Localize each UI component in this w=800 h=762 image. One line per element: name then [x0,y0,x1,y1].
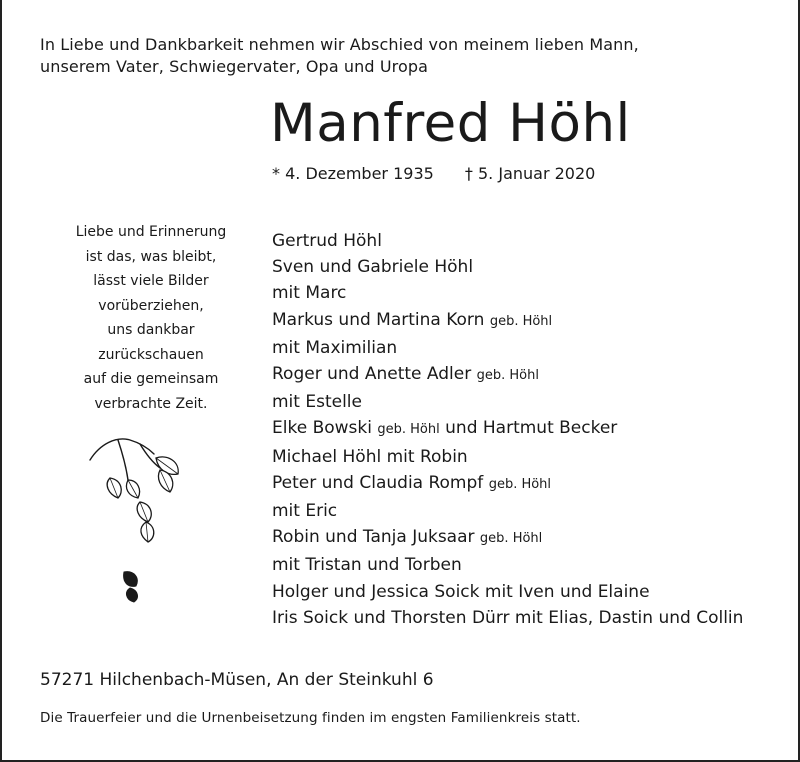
family-member [272,389,743,415]
family-member [272,254,743,280]
funeral-note: Die Trauerfeier und die Urnenbeisetzung finden im engsten Familienkreis statt. [40,710,581,726]
member-name: mit Eric [272,501,338,522]
poem-line: verbrachte Zeit. [94,395,208,412]
intro-text [40,34,760,78]
poem-line: Liebe und Erinnerung [75,224,227,240]
poem [40,220,262,416]
member-name: mit Estelle [272,392,362,413]
member-name: Robin und Tanja Juksaar [272,527,475,548]
member-name: mit Marc [272,283,347,304]
poem-line: auf die gemeinsam [83,371,219,387]
family-member [272,307,743,335]
member-name: mit Maximilian [272,337,398,358]
intro-line: unserem Vater, Schwiegervater, Opa und Uropa [40,57,429,76]
member-name: Sven und Gabriele Höhl [272,257,474,278]
member-name: Holger und Jessica Soick mit Iven und Elaine [272,581,650,602]
maiden-name: geb. Höhl [479,531,543,547]
life-dates [272,164,595,183]
poem-line: uns dankbar [107,322,195,338]
member-name: Gertrud Höhl [272,231,382,251]
address: 57271 Hilchenbach-Müsen, An der Steinkuhl 6 [40,670,434,690]
death-date: † 5. Januar 2020 [464,164,596,183]
maiden-name: geb. Höhl [488,476,552,492]
member-name: Michael Höhl mit Robin [272,446,468,467]
member-name: und Hartmut Becker [445,418,618,439]
member-name: Iris Soick und Thorsten Dürr mit Elias, Dastin und Collin [272,607,744,628]
maiden-name: geb. Höhl [489,313,553,329]
member-name: Roger und Anette Adler [272,364,472,385]
poem-line: vorüberziehen, [98,297,204,314]
intro-line: In Liebe und Dankbarkeit nehmen wir Abschied von meinem lieben Mann, [40,35,639,54]
poem-line: ist das, was bleibt, [85,248,217,265]
family-member [272,280,743,306]
member-name: mit Tristan und Torben [272,555,462,576]
poem-line: zurückschauen [98,346,204,363]
family-member [272,228,743,254]
member-name: Elke Bowski [272,418,372,439]
family-member [272,605,743,631]
maiden-name: geb. Höhl [476,368,539,384]
family-member [272,498,743,524]
birth-date: * 4. Dezember 1935 [272,164,434,183]
member-name: Peter und Claudia Rompf [272,472,484,493]
falling-leaves-icon [82,432,192,610]
family-member [272,361,743,389]
deceased-name: Manfred Höhl [270,93,631,154]
family-member [272,415,743,443]
maiden-name: geb. Höhl [377,422,440,438]
family-member [272,444,743,470]
family-member [272,524,743,552]
family-member [272,335,743,361]
family-member [272,470,743,498]
poem-line: lässt viele Bilder [93,273,209,289]
family-member [272,579,743,605]
family-list [272,228,743,631]
family-member [272,552,743,578]
member-name: Markus und Martina Korn [272,309,485,330]
